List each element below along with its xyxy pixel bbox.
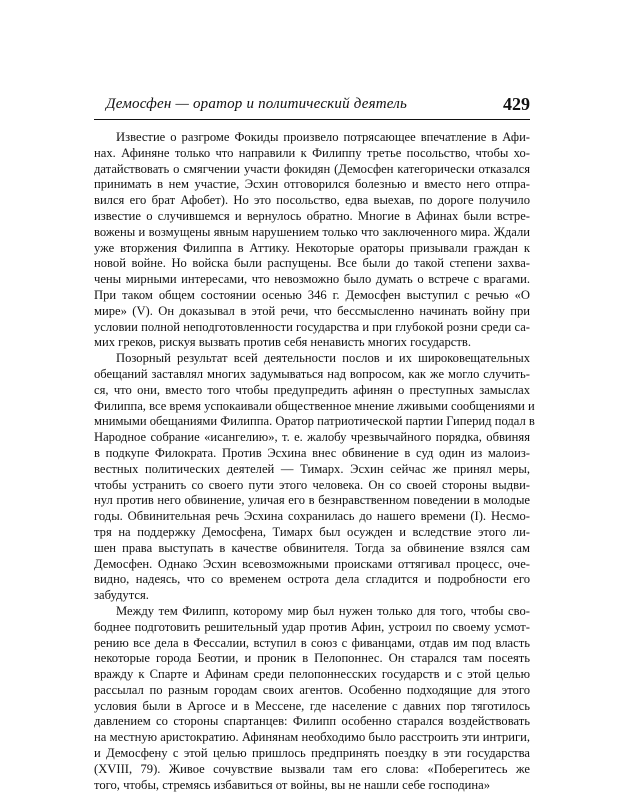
text-line: Народное собрание «исангелию», т. е. жалобу чрезвычайного порядка, обвиняя (94, 430, 530, 445)
text-line: в подкупе Филократа. Против Эсхина внес обвинение в суд один из малоиз- (94, 445, 530, 460)
text-line: боднее подготовить решительный удар против Афин, устроил по своему усмот- (94, 619, 530, 634)
text-line: вился его брат Афобет). Но это посольство, едва выехав, по дороге получило (94, 193, 530, 208)
text-line: рению все дела в Фессалии, вступил в союз с фиванцами, отдав им под власть (94, 635, 530, 650)
text-line: Позорный результат всей деятельности послов и их широковещательных (116, 351, 530, 366)
text-line: (XVIII, 79). Живое сочувствие вызвали там его слова: «Поберегитесь же (94, 761, 530, 776)
paragraph (94, 604, 530, 794)
text-line: нул против него обвинение, уличая его в безнравственном поведении в молодые (94, 493, 530, 508)
text-line: тря на поддержку Демосфена, Тимарх был осужден и вследствие этого ли- (94, 524, 530, 539)
text-line: ся, что они, вместо того чтобы предупредить афинян о преступных замыслах (94, 382, 530, 397)
text-line: уже вторжения Филиппа в Аттику. Некоторые ораторы призывали граждан к (94, 240, 530, 255)
text-line: того, чтобы, стремясь избавиться от войны, вы не нашли себе господина» (94, 777, 490, 792)
header-rule (94, 119, 530, 120)
text-line: и Демосфену с этой целью пришлось предпринять поездку в эти государства (94, 746, 530, 761)
text-line: Известие о разгроме Фокиды произвело потрясающее впечатление в Афи- (116, 130, 530, 144)
text-line: рассылал по разным городам своих агентов. Особенно подходящие для этого (94, 682, 530, 697)
text-line: давлением со стороны спартанцев: Филипп особенно старался воздействовать (94, 714, 530, 729)
text-line: нах. Афиняне только что направили к Филиппу третье посольство, чтобы хо- (94, 145, 530, 160)
text-line: обещаний заставлял многих задумываться над вопросом, как же могло случить- (94, 366, 530, 381)
text-line: новой войне. Но войска были распущены. Все были до такой степени захва- (94, 256, 530, 271)
text-line: принимать в нем участие, Эсхин отговорился болезнью и вместо него отпра- (94, 177, 530, 192)
text-line: Демосфен. Однако Эсхин всевозможными происками оттягивал процесс, оче- (94, 556, 530, 571)
text-line: шен права выступать в качестве обвинителя. Тогда за обвинение взялся сам (94, 540, 530, 555)
text-line: мире» (V). Он доказывал в этой речи, что бессмысленно начинать войну при (94, 303, 530, 318)
text-line: Между тем Филипп, которому мир был нужен только для того, чтобы сво- (116, 603, 530, 618)
running-title: Демосфен — оратор и политический деятель (106, 96, 408, 112)
text-line: чтобы устранить со своего пути этого человека. Он со своей стороны выдви- (94, 477, 530, 492)
text-line: При таком общем состоянии осенью 346 г. Демосфен выступил с речью «О (94, 287, 530, 302)
text-line: забудутся. (94, 588, 149, 603)
running-header (94, 96, 530, 118)
text-line: вражду к Спарте и Афинам среди пелопоннесских государств и с этой целью (94, 667, 530, 682)
text-line: мих греков, рискуя вызвать против себя ненависть многих государств. (94, 335, 471, 350)
text-line: на местную аристократию. Афинянам необходимо было расстроить эти интриги, (94, 730, 530, 745)
text-line: вестных политических деятелей — Тимарх. Эсхин сейчас же принял меры, (94, 461, 530, 476)
text-line: мнимыми обещаниями Филиппа. Оратор патриотической партии Гиперид подал в (94, 414, 535, 429)
paragraph (94, 351, 535, 604)
text-line: чены мирными интересами, что невозможно было думать о встрече с врагами. (94, 272, 530, 287)
text-line: видно, надеясь, что со временем острота дела сгладится и подробности его (94, 572, 530, 587)
text-line: Филиппа, все время успокаивали общественное мнение лживыми сообщениями и (94, 398, 535, 413)
text-line: датайствовать о смягчении участи фокидян (Демосфен категорически отказался (94, 161, 530, 176)
text-line: некоторые города Беотии, и проник в Пелопоннес. Он старался там посеять (94, 651, 530, 666)
text-line: вожены и возмущены явным нарушением только что заключенного мира. Ждали (94, 224, 530, 239)
text-line: годы. Обвинительная речь Эсхина сохранилась до нашего времени (I). Несмо- (94, 509, 530, 524)
page-number: 429 (503, 94, 530, 114)
text-line: известие о случившемся и вернулось обратно. Многие в Афинах были встре- (94, 208, 530, 223)
text-line: условии полной неподготовленности государства и при глубокой розни среди са- (94, 319, 530, 334)
paragraph (94, 130, 530, 351)
text-line: условия были в Аргосе и в Мессене, где население с давних пор тяготилось (94, 698, 530, 713)
body-text (94, 130, 535, 793)
